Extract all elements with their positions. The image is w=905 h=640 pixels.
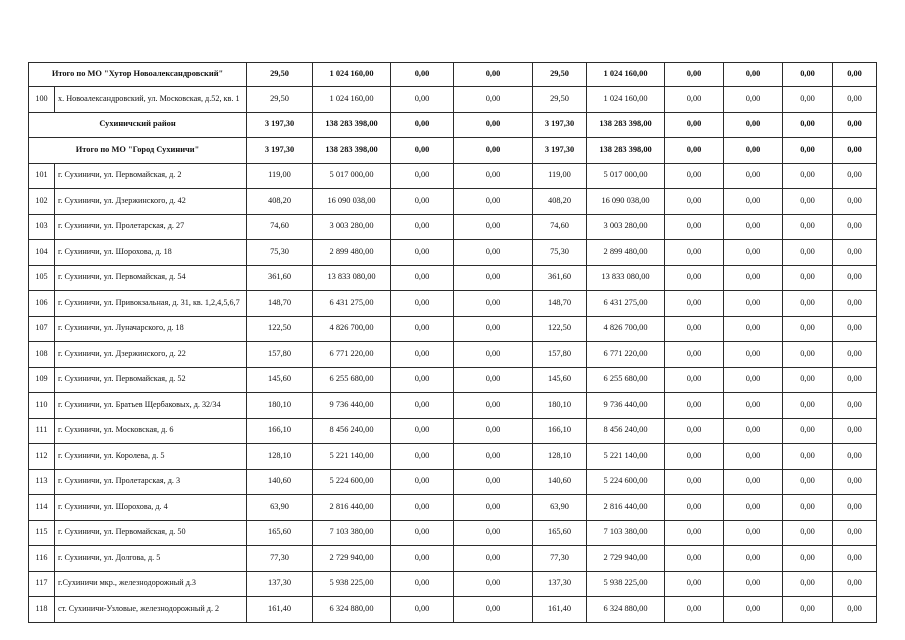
data-table <box>28 62 877 623</box>
table-row <box>29 189 877 215</box>
row-area-repeat: 148,70 <box>533 291 587 317</box>
row-cost: 16 090 038,00 <box>313 189 391 215</box>
total-value: 0,00 <box>833 63 877 87</box>
row-cost: 6 255 680,00 <box>313 367 391 393</box>
row-value: 0,00 <box>391 87 454 113</box>
row-address: г. Сухиничи, ул. Первомайская, д. 2 <box>55 163 247 189</box>
row-area: 137,30 <box>247 571 313 597</box>
row-area-repeat: 119,00 <box>533 163 587 189</box>
row-cost: 5 938 225,00 <box>313 571 391 597</box>
row-area: 361,60 <box>247 265 313 291</box>
row-zero: 0,00 <box>665 418 724 444</box>
row-zero: 0,00 <box>454 520 533 546</box>
row-address: г. Сухиничи, ул. Дзержинского, д. 42 <box>55 189 247 215</box>
row-zero: 0,00 <box>391 316 454 342</box>
total-value: 3 197,30 <box>533 112 587 138</box>
row-zero: 0,00 <box>454 189 533 215</box>
total-value: 0,00 <box>391 112 454 138</box>
row-zero: 0,00 <box>454 214 533 240</box>
row-zero: 0,00 <box>833 418 877 444</box>
row-cost: 2 899 480,00 <box>313 240 391 266</box>
row-zero: 0,00 <box>724 495 783 521</box>
row-cost-repeat: 6 255 680,00 <box>587 367 665 393</box>
row-zero: 0,00 <box>391 520 454 546</box>
row-zero: 0,00 <box>724 571 783 597</box>
row-address: г. Сухиничи, ул. Луначарского, д. 18 <box>55 316 247 342</box>
row-area: 165,60 <box>247 520 313 546</box>
row-cost-repeat: 2 816 440,00 <box>587 495 665 521</box>
row-zero: 0,00 <box>391 495 454 521</box>
row-value: 29,50 <box>533 87 587 113</box>
total-value: 0,00 <box>665 138 724 164</box>
row-cost-repeat: 3 003 280,00 <box>587 214 665 240</box>
total-value: 138 283 398,00 <box>313 138 391 164</box>
row-zero: 0,00 <box>454 163 533 189</box>
row-zero: 0,00 <box>454 444 533 470</box>
row-cost: 2 816 440,00 <box>313 495 391 521</box>
total-value: 0,00 <box>391 138 454 164</box>
row-zero: 0,00 <box>783 520 833 546</box>
row-area: 63,90 <box>247 495 313 521</box>
row-zero: 0,00 <box>833 495 877 521</box>
row-area: 74,60 <box>247 214 313 240</box>
row-number: 101 <box>29 163 55 189</box>
row-address: г. Сухиничи, ул. Шорохова, д. 4 <box>55 495 247 521</box>
row-zero: 0,00 <box>724 189 783 215</box>
row-zero: 0,00 <box>391 367 454 393</box>
row-area-repeat: 75,30 <box>533 240 587 266</box>
table-row <box>29 240 877 266</box>
row-number: 100 <box>29 87 55 113</box>
row-zero: 0,00 <box>724 444 783 470</box>
row-cost: 6 431 275,00 <box>313 291 391 317</box>
row-zero: 0,00 <box>783 214 833 240</box>
row-address: г. Сухиничи, ул. Пролетарская, д. 27 <box>55 214 247 240</box>
row-address: г. Сухиничи, ул. Дзержинского, д. 22 <box>55 342 247 368</box>
row-value: 0,00 <box>454 87 533 113</box>
row-cost-repeat: 4 826 700,00 <box>587 316 665 342</box>
row-cost-repeat: 9 736 440,00 <box>587 393 665 419</box>
row-zero: 0,00 <box>665 214 724 240</box>
row-cost: 5 221 140,00 <box>313 444 391 470</box>
row-zero: 0,00 <box>391 418 454 444</box>
row-cost-repeat: 5 017 000,00 <box>587 163 665 189</box>
row-cost: 5 017 000,00 <box>313 163 391 189</box>
row-zero: 0,00 <box>665 546 724 572</box>
row-zero: 0,00 <box>454 469 533 495</box>
row-number: 105 <box>29 265 55 291</box>
row-area: 180,10 <box>247 393 313 419</box>
row-zero: 0,00 <box>783 240 833 266</box>
row-zero: 0,00 <box>833 444 877 470</box>
row-area: 119,00 <box>247 163 313 189</box>
row-cost-repeat: 6 771 220,00 <box>587 342 665 368</box>
row-zero: 0,00 <box>391 444 454 470</box>
row-zero: 0,00 <box>724 520 783 546</box>
total-value: 0,00 <box>783 112 833 138</box>
row-address: г. Сухиничи, ул. Первомайская, д. 50 <box>55 520 247 546</box>
row-zero: 0,00 <box>665 316 724 342</box>
row-address: г.Сухиничи мкр., железнодорожный д.3 <box>55 571 247 597</box>
total-value: 0,00 <box>724 112 783 138</box>
row-cost: 3 003 280,00 <box>313 214 391 240</box>
row-zero: 0,00 <box>665 291 724 317</box>
row-cost-repeat: 2 729 940,00 <box>587 546 665 572</box>
table-row <box>29 163 877 189</box>
row-number: 109 <box>29 367 55 393</box>
row-zero: 0,00 <box>665 393 724 419</box>
row-area-repeat: 161,40 <box>533 597 587 623</box>
table-row <box>29 444 877 470</box>
row-zero: 0,00 <box>665 240 724 266</box>
row-cost: 8 456 240,00 <box>313 418 391 444</box>
total-value: 1 024 160,00 <box>587 63 665 87</box>
row-number: 111 <box>29 418 55 444</box>
total-value: 0,00 <box>783 138 833 164</box>
row-number: 108 <box>29 342 55 368</box>
row-area-repeat: 408,20 <box>533 189 587 215</box>
row-zero: 0,00 <box>833 163 877 189</box>
row-area-repeat: 361,60 <box>533 265 587 291</box>
row-zero: 0,00 <box>454 597 533 623</box>
row-zero: 0,00 <box>724 291 783 317</box>
row-area-repeat: 63,90 <box>533 495 587 521</box>
row-zero: 0,00 <box>665 469 724 495</box>
row-zero: 0,00 <box>783 265 833 291</box>
row-number: 110 <box>29 393 55 419</box>
row-zero: 0,00 <box>833 214 877 240</box>
row-cost-repeat: 16 090 038,00 <box>587 189 665 215</box>
row-cost-repeat: 5 224 600,00 <box>587 469 665 495</box>
row-value: 0,00 <box>783 87 833 113</box>
row-zero: 0,00 <box>724 469 783 495</box>
table-row <box>29 571 877 597</box>
row-address: г. Сухиничи, ул. Братьев Щербаковых, д. 32/34 <box>55 393 247 419</box>
row-value: 0,00 <box>833 87 877 113</box>
row-cost: 4 826 700,00 <box>313 316 391 342</box>
row-zero: 0,00 <box>391 214 454 240</box>
row-zero: 0,00 <box>454 291 533 317</box>
total-value: 0,00 <box>454 112 533 138</box>
table-row <box>29 342 877 368</box>
row-zero: 0,00 <box>391 546 454 572</box>
row-area: 157,80 <box>247 342 313 368</box>
row-area-repeat: 165,60 <box>533 520 587 546</box>
row-zero: 0,00 <box>724 316 783 342</box>
row-number: 115 <box>29 520 55 546</box>
row-zero: 0,00 <box>391 342 454 368</box>
total-value: 1 024 160,00 <box>313 63 391 87</box>
row-address: г. Сухиничи, ул. Первомайская, д. 54 <box>55 265 247 291</box>
row-zero: 0,00 <box>783 393 833 419</box>
row-zero: 0,00 <box>783 316 833 342</box>
table-row <box>29 469 877 495</box>
total-value: 3 197,30 <box>247 112 313 138</box>
total-value: 0,00 <box>783 63 833 87</box>
row-zero: 0,00 <box>665 597 724 623</box>
row-number: 106 <box>29 291 55 317</box>
row-area: 161,40 <box>247 597 313 623</box>
row-area-repeat: 180,10 <box>533 393 587 419</box>
row-number: 113 <box>29 469 55 495</box>
row-area: 408,20 <box>247 189 313 215</box>
table-row <box>29 214 877 240</box>
row-area: 75,30 <box>247 240 313 266</box>
row-area-repeat: 157,80 <box>533 342 587 368</box>
row-number: 114 <box>29 495 55 521</box>
city-total-row <box>29 138 877 164</box>
row-area: 128,10 <box>247 444 313 470</box>
row-zero: 0,00 <box>833 240 877 266</box>
table-row <box>29 87 877 113</box>
row-zero: 0,00 <box>391 291 454 317</box>
row-area: 140,60 <box>247 469 313 495</box>
row-zero: 0,00 <box>665 189 724 215</box>
total-value: 0,00 <box>724 138 783 164</box>
row-address: г. Сухиничи, ул. Шорохова, д. 18 <box>55 240 247 266</box>
row-cost-repeat: 5 938 225,00 <box>587 571 665 597</box>
row-cost-repeat: 2 899 480,00 <box>587 240 665 266</box>
row-zero: 0,00 <box>391 240 454 266</box>
row-zero: 0,00 <box>665 520 724 546</box>
table-row <box>29 495 877 521</box>
row-zero: 0,00 <box>665 444 724 470</box>
row-zero: 0,00 <box>724 367 783 393</box>
row-zero: 0,00 <box>833 265 877 291</box>
row-zero: 0,00 <box>783 291 833 317</box>
table-row <box>29 546 877 572</box>
row-address: г. Сухиничи, ул. Привокзальная, д. 31, кв. 1,2,4,5,6,7 <box>55 291 247 317</box>
row-area-repeat: 122,50 <box>533 316 587 342</box>
total-label: Итого по МО "Город Сухиничи" <box>29 138 247 164</box>
table-row <box>29 393 877 419</box>
row-zero: 0,00 <box>391 189 454 215</box>
row-address: г. Сухиничи, ул. Московская, д. 6 <box>55 418 247 444</box>
row-cost: 5 224 600,00 <box>313 469 391 495</box>
row-zero: 0,00 <box>724 342 783 368</box>
total-value: 3 197,30 <box>533 138 587 164</box>
table-body <box>29 63 877 623</box>
row-zero: 0,00 <box>724 265 783 291</box>
row-zero: 0,00 <box>665 163 724 189</box>
row-zero: 0,00 <box>454 495 533 521</box>
total-value: 0,00 <box>665 112 724 138</box>
row-zero: 0,00 <box>454 265 533 291</box>
row-zero: 0,00 <box>391 469 454 495</box>
row-zero: 0,00 <box>454 393 533 419</box>
total-label: Сухиничский район <box>29 112 247 138</box>
row-number: 112 <box>29 444 55 470</box>
row-area: 77,30 <box>247 546 313 572</box>
total-value: 0,00 <box>454 63 533 87</box>
row-zero: 0,00 <box>833 571 877 597</box>
row-cost-repeat: 6 431 275,00 <box>587 291 665 317</box>
row-zero: 0,00 <box>783 163 833 189</box>
total-value: 0,00 <box>391 63 454 87</box>
row-area: 122,50 <box>247 316 313 342</box>
row-number: 107 <box>29 316 55 342</box>
row-number: 102 <box>29 189 55 215</box>
row-area: 148,70 <box>247 291 313 317</box>
row-number: 103 <box>29 214 55 240</box>
row-cost: 9 736 440,00 <box>313 393 391 419</box>
row-value: 0,00 <box>665 87 724 113</box>
row-zero: 0,00 <box>724 546 783 572</box>
row-cost: 7 103 380,00 <box>313 520 391 546</box>
total-value: 138 283 398,00 <box>587 112 665 138</box>
row-address: х. Новоалександровский, ул. Московская, д.52, кв. 1 <box>55 87 247 113</box>
row-value: 1 024 160,00 <box>587 87 665 113</box>
table-row <box>29 316 877 342</box>
row-zero: 0,00 <box>833 520 877 546</box>
total-value: 138 283 398,00 <box>313 112 391 138</box>
row-zero: 0,00 <box>833 367 877 393</box>
row-zero: 0,00 <box>783 571 833 597</box>
row-cost-repeat: 6 324 880,00 <box>587 597 665 623</box>
total-value: 29,50 <box>247 63 313 87</box>
table-row <box>29 418 877 444</box>
row-zero: 0,00 <box>783 444 833 470</box>
row-number: 117 <box>29 571 55 597</box>
row-zero: 0,00 <box>665 367 724 393</box>
row-zero: 0,00 <box>724 240 783 266</box>
row-value: 0,00 <box>724 87 783 113</box>
row-zero: 0,00 <box>724 418 783 444</box>
total-value: 0,00 <box>833 138 877 164</box>
table-row <box>29 291 877 317</box>
row-address: г. Сухиничи, ул. Долгова, д. 5 <box>55 546 247 572</box>
row-zero: 0,00 <box>454 367 533 393</box>
row-number: 118 <box>29 597 55 623</box>
row-zero: 0,00 <box>665 571 724 597</box>
row-area: 145,60 <box>247 367 313 393</box>
row-zero: 0,00 <box>391 163 454 189</box>
row-zero: 0,00 <box>454 342 533 368</box>
row-zero: 0,00 <box>724 163 783 189</box>
row-zero: 0,00 <box>783 418 833 444</box>
total-label: Итого по МО "Хутор Новоалександровский" <box>29 63 247 87</box>
total-value: 29,50 <box>533 63 587 87</box>
row-zero: 0,00 <box>391 571 454 597</box>
row-area-repeat: 166,10 <box>533 418 587 444</box>
total-value: 0,00 <box>833 112 877 138</box>
row-zero: 0,00 <box>783 367 833 393</box>
row-zero: 0,00 <box>724 393 783 419</box>
row-zero: 0,00 <box>391 597 454 623</box>
row-address: г. Сухиничи, ул. Королева, д. 5 <box>55 444 247 470</box>
row-zero: 0,00 <box>833 342 877 368</box>
row-zero: 0,00 <box>665 342 724 368</box>
row-area-repeat: 137,30 <box>533 571 587 597</box>
row-zero: 0,00 <box>833 291 877 317</box>
row-zero: 0,00 <box>833 546 877 572</box>
row-cost: 6 771 220,00 <box>313 342 391 368</box>
row-zero: 0,00 <box>391 393 454 419</box>
district-total-row <box>29 112 877 138</box>
row-zero: 0,00 <box>783 597 833 623</box>
row-area: 166,10 <box>247 418 313 444</box>
row-area-repeat: 140,60 <box>533 469 587 495</box>
total-value: 0,00 <box>665 63 724 87</box>
khutor-total-row <box>29 63 877 87</box>
row-cost: 13 833 080,00 <box>313 265 391 291</box>
row-zero: 0,00 <box>454 240 533 266</box>
row-cost-repeat: 8 456 240,00 <box>587 418 665 444</box>
total-value: 138 283 398,00 <box>587 138 665 164</box>
row-zero: 0,00 <box>454 418 533 444</box>
row-zero: 0,00 <box>833 469 877 495</box>
row-number: 116 <box>29 546 55 572</box>
total-value: 0,00 <box>724 63 783 87</box>
row-area-repeat: 128,10 <box>533 444 587 470</box>
table-row <box>29 265 877 291</box>
row-zero: 0,00 <box>391 265 454 291</box>
row-zero: 0,00 <box>833 189 877 215</box>
row-zero: 0,00 <box>783 546 833 572</box>
row-zero: 0,00 <box>665 495 724 521</box>
row-address: г. Сухиничи, ул. Пролетарская, д. 3 <box>55 469 247 495</box>
row-zero: 0,00 <box>783 469 833 495</box>
row-zero: 0,00 <box>833 597 877 623</box>
row-address: ст. Сухиничи-Узловые, железнодорожный д. 2 <box>55 597 247 623</box>
row-cost: 2 729 940,00 <box>313 546 391 572</box>
total-value: 3 197,30 <box>247 138 313 164</box>
row-zero: 0,00 <box>833 316 877 342</box>
total-value: 0,00 <box>454 138 533 164</box>
row-zero: 0,00 <box>454 571 533 597</box>
row-cost-repeat: 5 221 140,00 <box>587 444 665 470</box>
row-zero: 0,00 <box>724 597 783 623</box>
row-cost-repeat: 7 103 380,00 <box>587 520 665 546</box>
row-zero: 0,00 <box>783 189 833 215</box>
row-zero: 0,00 <box>454 316 533 342</box>
table-row <box>29 520 877 546</box>
row-number: 104 <box>29 240 55 266</box>
table-row <box>29 367 877 393</box>
row-area-repeat: 145,60 <box>533 367 587 393</box>
row-value: 29,50 <box>247 87 313 113</box>
row-zero: 0,00 <box>724 214 783 240</box>
row-zero: 0,00 <box>783 495 833 521</box>
row-cost-repeat: 13 833 080,00 <box>587 265 665 291</box>
row-cost: 6 324 880,00 <box>313 597 391 623</box>
row-zero: 0,00 <box>783 342 833 368</box>
row-area-repeat: 77,30 <box>533 546 587 572</box>
row-zero: 0,00 <box>665 265 724 291</box>
row-value: 1 024 160,00 <box>313 87 391 113</box>
row-area-repeat: 74,60 <box>533 214 587 240</box>
row-address: г. Сухиничи, ул. Первомайская, д. 52 <box>55 367 247 393</box>
table-row <box>29 597 877 623</box>
row-zero: 0,00 <box>454 546 533 572</box>
row-zero: 0,00 <box>833 393 877 419</box>
